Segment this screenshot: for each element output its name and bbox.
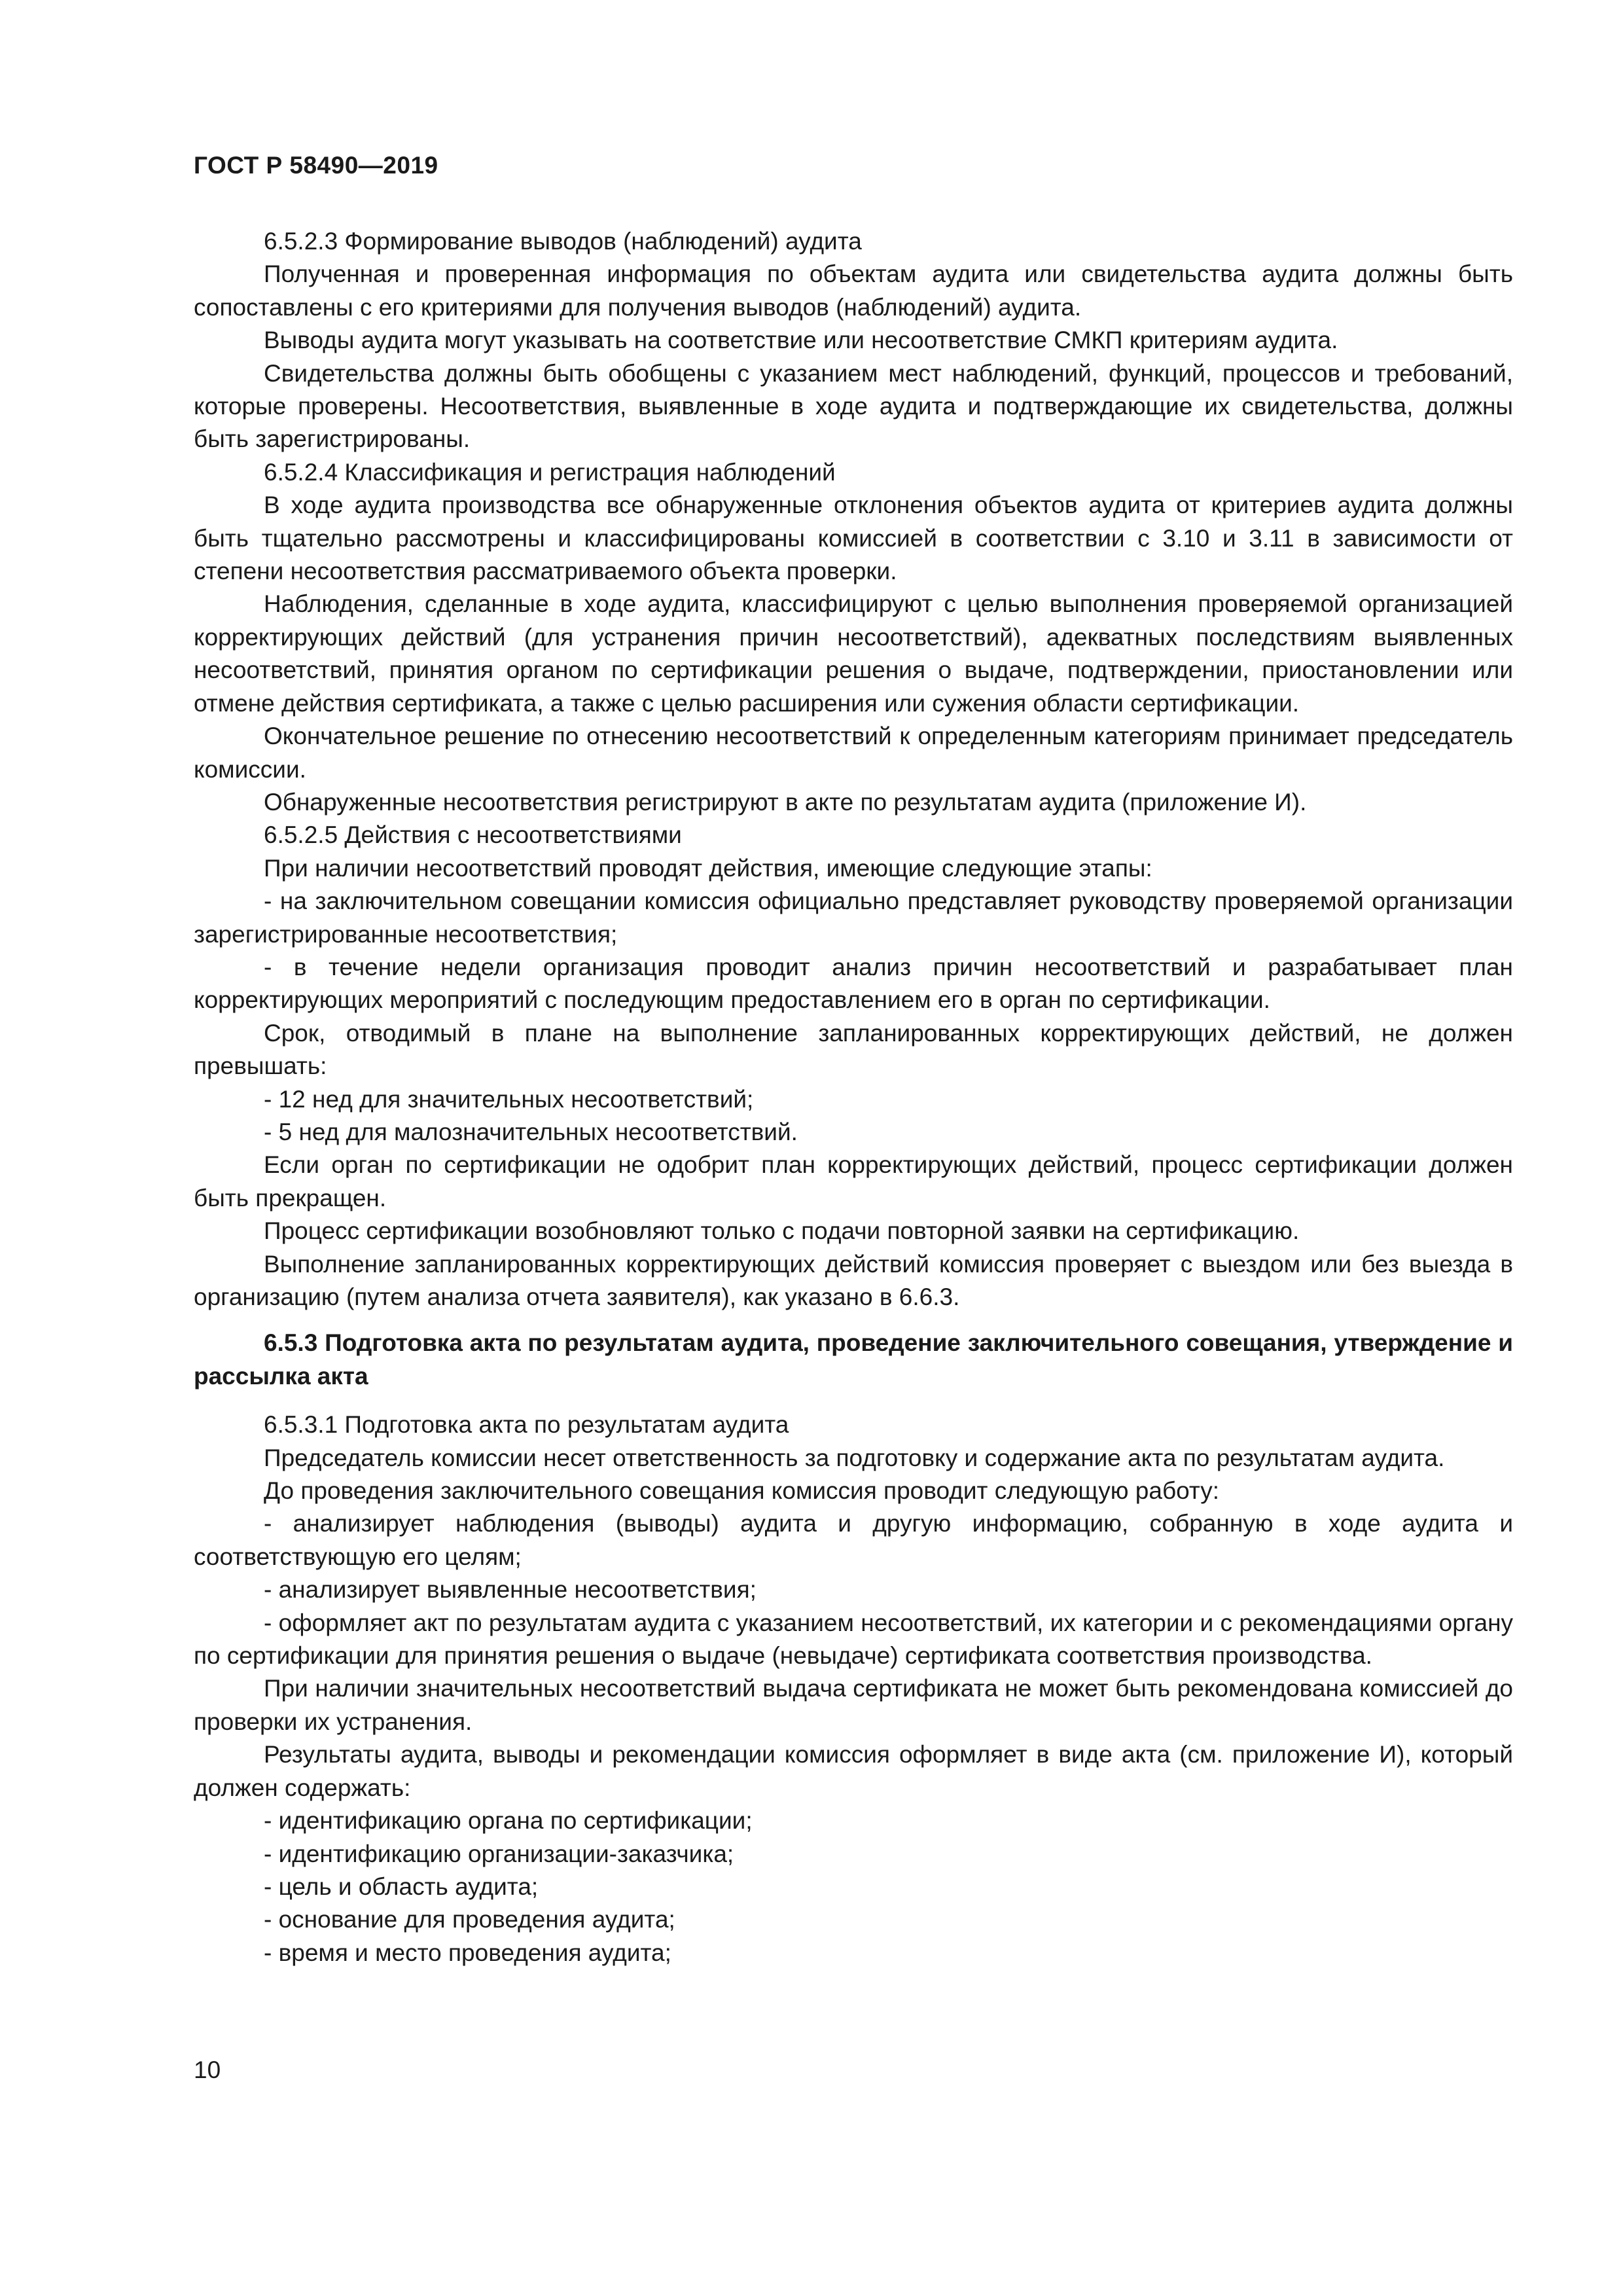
list-item: - анализирует наблюдения (выводы) аудита и другую информацию, собранную в ходе аудита и соответствующую его целям;: [194, 1510, 1513, 1570]
paragraph: Полученная и проверенная информация по объектам аудита или свидетельства аудита должны быть сопоставлены с его критериями для получения выводов (наблюдений) аудита.: [194, 260, 1513, 321]
document-body: [194, 225, 1513, 1969]
subsection-heading-6-5-3-1: 6.5.3.1 Подготовка акта по результатам аудита: [264, 1411, 789, 1439]
list-item: - в течение недели организация проводит анализ причин несоответствий и разрабатывает план корректирующих мероприятий с последующим предоставлением его в орган по сертификации.: [194, 953, 1513, 1014]
section-heading-6-5-3: 6.5.3 Подготовка акта по результатам аудита, проведение заключительного совещания, утверждение и рассылка акта: [194, 1329, 1513, 1390]
list-item: - оформляет акт по результатам аудита с указанием несоответствий, их категории и с рекомендациями органу по сертификации для принятия решения о выдаче (невыдаче) сертификата соответствия производства.: [194, 1609, 1513, 1670]
document-code-header: ГОСТ Р 58490—2019: [194, 152, 438, 179]
list-item: - идентификацию организации-заказчика;: [264, 1840, 734, 1867]
paragraph: Председатель комиссии несет ответственность за подготовку и содержание акта по результатам аудита.: [264, 1444, 1445, 1471]
paragraph: Процесс сертификации возобновляют только с подачи повторной заявки на сертификацию.: [264, 1217, 1300, 1245]
page-number: 10: [194, 2056, 221, 2083]
paragraph: Срок, отводимый в плане на выполнение запланированных корректирующих действий, не должен превышать:: [194, 1019, 1513, 1080]
paragraph: При наличии несоответствий проводят действия, имеющие следующие этапы:: [264, 854, 1152, 882]
list-item: - анализирует выявленные несоответствия;: [264, 1576, 757, 1604]
paragraph: Окончательное решение по отнесению несоответствий к определенным категориям принимает председатель комиссии.: [194, 723, 1513, 783]
paragraph: При наличии значительных несоответствий выдача сертификата не может быть рекомендована комиссией до проверки их устранения.: [194, 1675, 1513, 1735]
list-item: - основание для проведения аудита;: [264, 1906, 675, 1933]
subsection-heading-6-5-2-3: 6.5.2.3 Формирование выводов (наблюдений) аудита: [264, 228, 862, 255]
subsection-heading-6-5-2-5: 6.5.2.5 Действия с несоответствиями: [264, 821, 682, 849]
list-item: - время и место проведения аудита;: [264, 1939, 671, 1966]
paragraph: Свидетельства должны быть обобщены с указанием мест наблюдений, функций, процессов и требований, которые проверены. Несоответствия, выявленные в ходе аудита и подтверждающие их свидетельства, должны быть зарегистрированы.: [194, 359, 1513, 453]
list-item: - цель и область аудита;: [264, 1873, 539, 1900]
paragraph: Выполнение запланированных корректирующих действий комиссия проверяет с выездом или без выезда в организацию (путем анализа отчета заявителя), как указано в 6.6.3.: [194, 1250, 1513, 1310]
paragraph: В ходе аудита производства все обнаруженные отклонения объектов аудита от критериев аудита должны быть тщательно рассмотрены и классифицированы комиссией в соответствии с 3.10 и 3.11 в зависимости от степени несоответствия рассматриваемого объекта проверки.: [194, 492, 1513, 585]
paragraph: Обнаруженные несоответствия регистрируют в акте по результатам аудита (приложение И).: [264, 788, 1307, 816]
paragraph: Если орган по сертификации не одобрит план корректирующих действий, процесс сертификации должен быть прекращен.: [194, 1151, 1513, 1211]
list-item: - 12 нед для значительных несоответствий;: [264, 1085, 754, 1113]
paragraph: Наблюдения, сделанные в ходе аудита, классифицируют с целью выполнения проверяемой организацией корректирующих действий (для устранения причин несоответствий), адекватных последствиям выявленных несоответствий, принятия органом по сертификации решения о выдаче, подтверждении, приостановлении или отмене действия сертификата, а также с целью расширения или сужения области сертификации.: [194, 590, 1513, 717]
list-item: - 5 нед для малозначительных несоответствий.: [264, 1118, 798, 1145]
list-item: - на заключительном совещании комиссия официально представляет руководству проверяемой организации зарегистрированные несоответствия;: [194, 888, 1513, 948]
subsection-heading-6-5-2-4: 6.5.2.4 Классификация и регистрация наблюдений: [264, 458, 836, 486]
list-item: - идентификацию органа по сертификации;: [264, 1807, 753, 1835]
paragraph: Выводы аудита могут указывать на соответствие или несоответствие СМКП критериям аудита.: [264, 327, 1338, 354]
paragraph: Результаты аудита, выводы и рекомендации комиссия оформляет в виде акта (см. приложение И), который должен содержать:: [194, 1741, 1513, 1801]
paragraph: До проведения заключительного совещания комиссия проводит следующую работу:: [264, 1477, 1220, 1505]
